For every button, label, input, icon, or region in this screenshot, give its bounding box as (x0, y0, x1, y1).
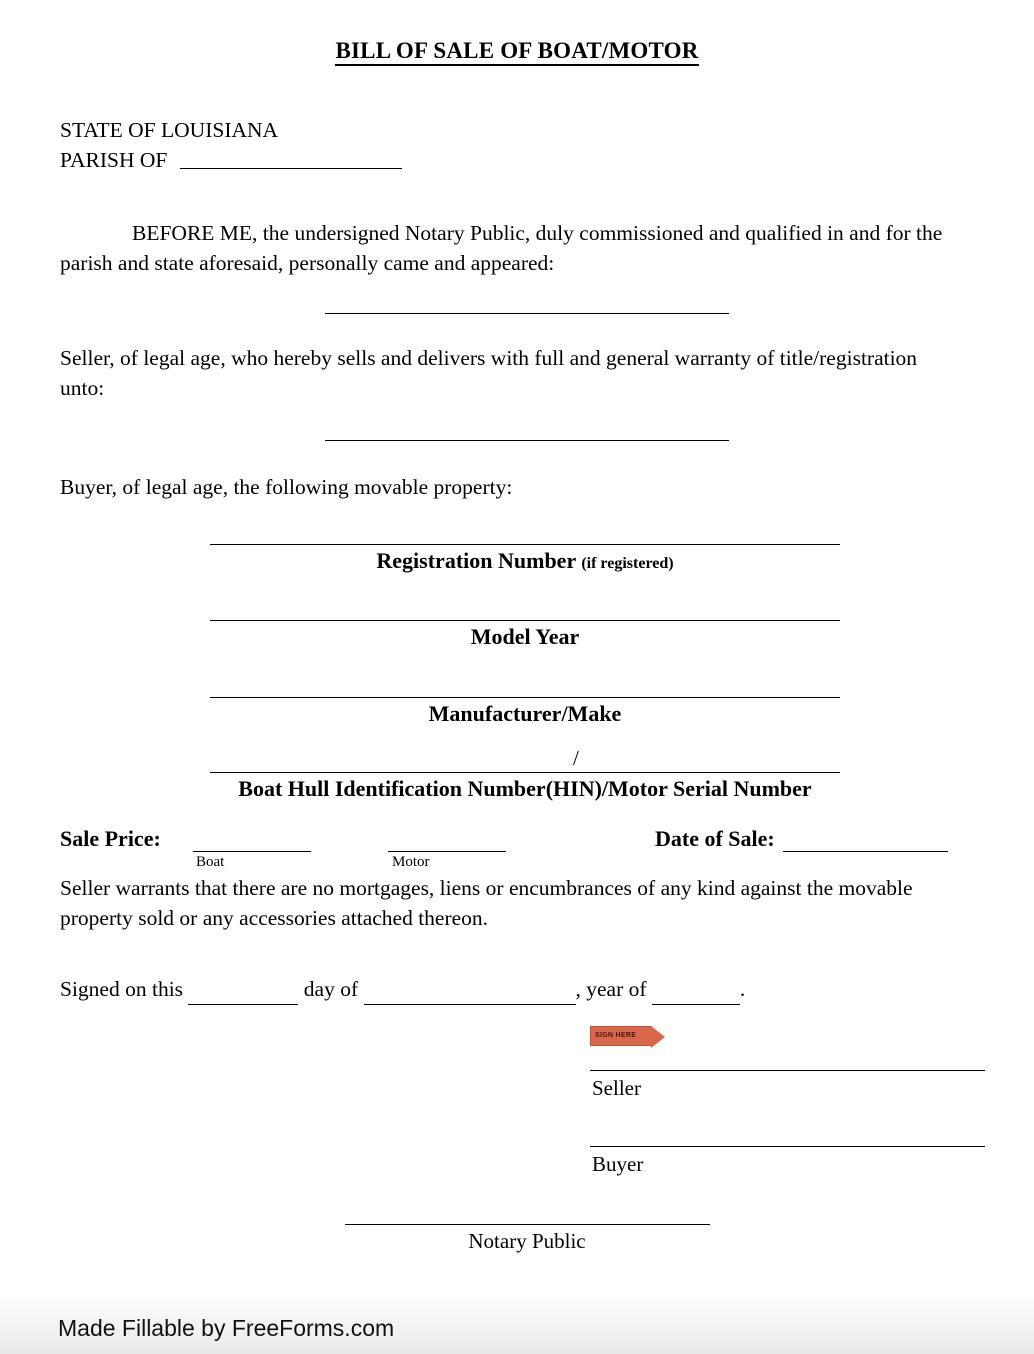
hin-serial-label (205, 776, 845, 802)
hin-separator-text: / (573, 746, 579, 770)
signed-prefix-text: Signed on this (60, 977, 184, 1001)
date-of-sale-label (655, 824, 775, 854)
sale-price-boat-rule[interactable] (193, 851, 311, 852)
signed-day-blank[interactable] (188, 974, 298, 1005)
registration-number-label (205, 548, 845, 574)
registration-number-rule[interactable] (210, 544, 840, 545)
signed-on-line (60, 974, 745, 1005)
hin-serial-label-text: Boat Hull Identification Number(HIN)/Motor Serial Number (238, 776, 812, 801)
signed-day-of-text: day of (303, 977, 359, 1001)
manufacturer-make-label (205, 701, 845, 727)
parish-input-rule[interactable] (180, 168, 402, 169)
seller-clause-paragraph (60, 343, 960, 403)
signed-period-text: . (739, 977, 746, 1001)
date-of-sale-rule[interactable] (783, 851, 948, 852)
warranty-paragraph (60, 873, 960, 933)
sale-price-motor-rule[interactable] (388, 851, 506, 852)
parish-line (60, 145, 167, 175)
page-title (0, 38, 1034, 64)
sale-price-label-text: Sale Price: (60, 826, 161, 851)
sign-here-tag-icon[interactable] (590, 1026, 652, 1046)
manufacturer-make-label-text: Manufacturer/Make (428, 701, 622, 726)
hin-serial-rule[interactable] (210, 772, 840, 773)
page-title-text: BILL OF SALE OF BOAT/MOTOR (335, 38, 698, 66)
sign-here-tag-label: SIGN HERE (595, 1032, 637, 1039)
buyer-name-rule[interactable] (325, 440, 729, 441)
seller-name-rule[interactable] (325, 313, 729, 314)
model-year-rule[interactable] (210, 620, 840, 621)
notary-intro-text: BEFORE ME, the undersigned Notary Public, duly commissioned and qualified in and for the parish and state aforesaid, personally came and appeared: (60, 221, 943, 275)
registration-number-note: (if registered) (581, 555, 674, 572)
parish-label: PARISH OF (60, 148, 168, 172)
footer-credit-text: Made Fillable by FreeForms.com (58, 1315, 395, 1341)
signed-year-blank[interactable] (652, 974, 740, 1005)
seller-signature-label-text: Seller (592, 1076, 641, 1100)
notary-public-label (337, 1231, 717, 1252)
date-of-sale-label-text: Date of Sale: (655, 826, 775, 851)
signed-month-blank[interactable] (364, 974, 576, 1005)
boat-label-text: Boat (196, 854, 225, 870)
notary-intro-paragraph (60, 218, 960, 278)
seller-clause-text: Seller, of legal age, who hereby sells and delivers with full and general warranty of title/registration unto: (60, 346, 918, 400)
buyer-signature-rule[interactable] (590, 1146, 985, 1147)
buyer-clause-paragraph (60, 472, 960, 502)
warranty-text: Seller warrants that there are no mortgages, liens or encumbrances of any kind against the movable property sold or any accessories attached thereon. (60, 876, 913, 930)
boat-label (196, 855, 224, 870)
notary-signature-rule[interactable] (345, 1224, 710, 1225)
seller-signature-rule[interactable] (590, 1070, 985, 1071)
footer-credit (58, 1315, 394, 1342)
buyer-signature-label (592, 1154, 643, 1175)
motor-label (392, 855, 430, 870)
motor-label-text: Motor (392, 854, 430, 870)
signed-year-of-text: , year of (575, 977, 647, 1001)
sale-price-label (60, 824, 161, 854)
manufacturer-make-rule[interactable] (210, 697, 840, 698)
notary-public-label-text: Notary Public (468, 1229, 586, 1253)
seller-signature-label (592, 1078, 641, 1099)
buyer-signature-label-text: Buyer (592, 1152, 644, 1176)
buyer-clause-text: Buyer, of legal age, the following movable property: (60, 475, 513, 499)
model-year-label-text: Model Year (470, 624, 580, 649)
hin-separator-mark (573, 748, 579, 769)
model-year-label (205, 624, 845, 650)
state-line-text: STATE OF LOUISIANA (60, 118, 279, 142)
registration-number-label-text: Registration Number (376, 548, 576, 573)
state-line (60, 115, 278, 145)
